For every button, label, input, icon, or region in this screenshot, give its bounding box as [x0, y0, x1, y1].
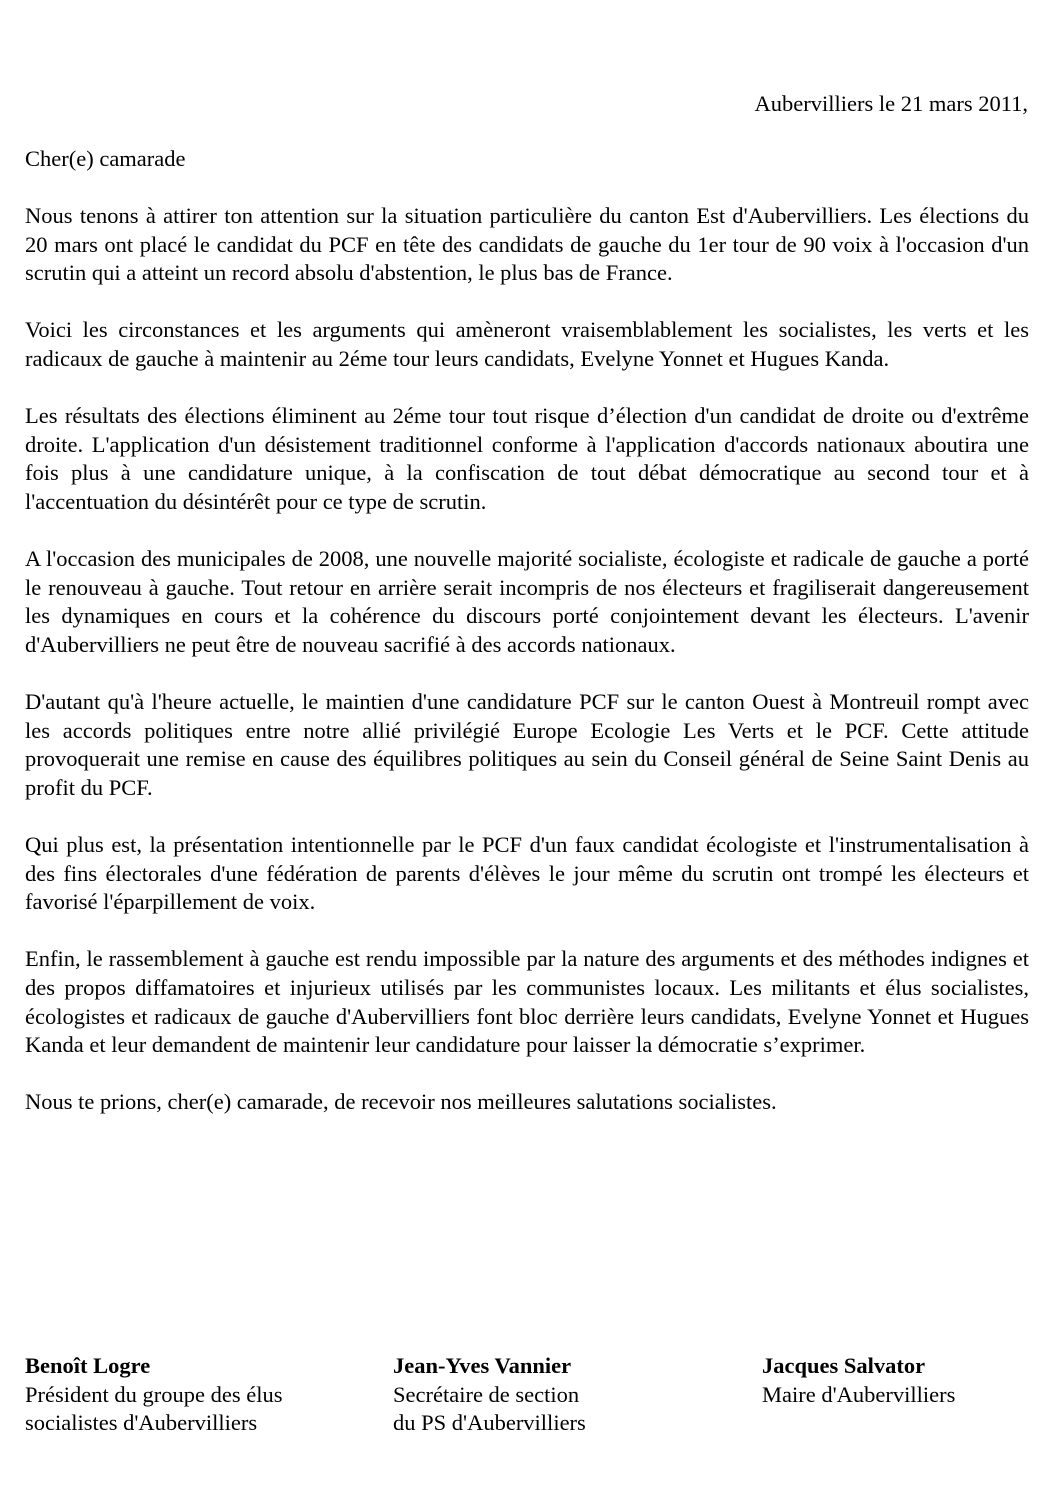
paragraph-situation: Nous tenons à attirer ton attention sur la situation particulière du canton Est d'Aubervilliers. Les élections du 20 mars ont placé le candidat du PCF en tête des candidats de gauche du 1er tour de 90 voix à l'occasion d'un scrutin qui a atteint un record absolu d'abstention, le plus bas de France. [25, 203, 1029, 286]
signatory-name: Benoît Logre [25, 1353, 151, 1378]
signatory-role-line: Maire d'Aubervilliers [762, 1381, 956, 1407]
signatory-role-line: du PS d'Aubervilliers [393, 1410, 586, 1436]
paragraph-circumstances: Voici les circonstances et les arguments qui amèneront vraisemblablement les socialistes, les verts et les radicaux de gauche à maintenir au 2éme tour leurs candidats, Evelyne Yonnet et Hugues Kanda. [25, 317, 1029, 371]
letter-greeting: Cher(e) camarade [25, 146, 186, 171]
letter-date: Aubervilliers le 21 mars 2011, [754, 91, 1028, 116]
signatory-name: Jean-Yves Vannier [393, 1353, 572, 1378]
signatory-role-line: socialistes d'Aubervilliers [25, 1410, 258, 1436]
paragraph-municipales: A l'occasion des municipales de 2008, une nouvelle majorité socialiste, écologiste et radicale de gauche a porté le renouveau à gauche. Tout retour en arrière serait incompris de nos électeurs et fragiliserait dangereusement les dynamiques en cours et la cohérence du discours porté conjointement devant les électeurs. L'avenir d'Aubervilliers ne peut être de nouveau sacrifié à des accords nationaux. [25, 546, 1029, 657]
paragraph-rassemblement: Enfin, le rassemblement à gauche est rendu impossible par la nature des arguments et des méthodes indignes et des propos diffamatoires et injurieux utilisés par les communistes locaux. Les militants et élus socialistes, écologistes et radicaux de gauche d'Aubervilliers font bloc derrière leurs candidats, Evelyne Yonnet et Hugues Kanda et leur demandent de maintenir leur candidature pour laisser la démocratie s’exprimer. [25, 946, 1029, 1058]
signatory-vannier [393, 1352, 586, 1438]
paragraph-montreuil: D'autant qu'à l'heure actuelle, le maintien d'une candidature PCF sur le canton Ouest à Montreuil rompt avec les accords politiques entre notre allié privilégié Europe Ecologie Les Verts et le PCF. Cette attitude provoquerait une remise en cause des équilibres politiques au sein du Conseil général de Seine Saint Denis au profit du PCF. [25, 689, 1029, 800]
signatory-salvator [762, 1352, 955, 1409]
paragraph-results: Les résultats des élections éliminent au 2éme tour tout risque d’élection d'un candidat de droite ou d'extrême droite. L'application d'un désistement traditionnel conforme à l'application d'accords nationaux aboutira une fois plus à une candidature unique, à la confiscation de tout débat démocratique au second tour et à l'accentuation du désintérêt pour ce type de scrutin. [25, 403, 1029, 514]
signatory-role-line: Président du groupe des élus [25, 1381, 283, 1407]
signatory-logre [25, 1352, 282, 1438]
paragraph-false-candidate: Qui plus est, la présentation intentionnelle par le PCF d'un faux candidat écologiste et l'instrumentalisation à des fins électorales d'une fédération de parents d'élèves le jour même du scrutin ont trompé les électeurs et favorisé l'éparpillement de voix. [25, 832, 1029, 915]
letter-body [25, 202, 1029, 1146]
signatory-name: Jacques Salvator [762, 1353, 926, 1378]
signature-block [25, 1352, 1029, 1436]
paragraph-closing: Nous te prions, cher(e) camarade, de recevoir nos meilleures salutations socialistes. [25, 1089, 777, 1115]
signatory-role-line: Secrétaire de section [393, 1381, 580, 1407]
